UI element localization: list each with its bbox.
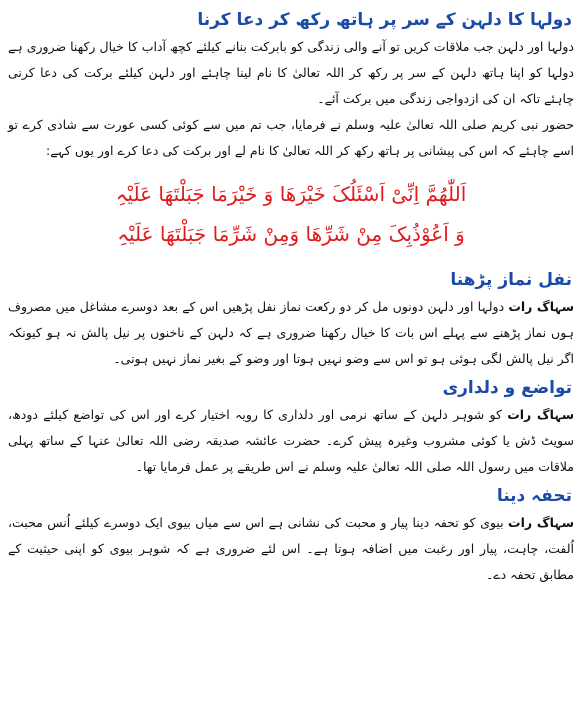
dua-block: [8, 174, 574, 254]
paragraph: دولہا اور دلہن جب ملاقات کریں تو آنے والی زندگی کو بابرکت بنانے کیلئے کچھ آداب کا خیال رکھنا ضروری ہے دولہا کو اپنا ہاتھ دلہن کے سر پر رکھ کر اللہ تعالیٰ کا نام لینا چاہئے اور دلہن کیلئے برکت کی دعا کرنی چاہئے تاکہ ان کی ازدواجی زندگی میں برکت آئے۔: [8, 39, 574, 106]
paragraph: [8, 294, 574, 372]
paragraph-text: بیوی کو تحفہ دینا پیار و محبت کی نشانی ہے اس سے میاں بیوی ایک دوسرے کیلئے اُنس محبت، اُلفت، چاہت، پیار اور رغبت میں اضافہ ہوتا ہے۔ اس لئے ضروری ہے کہ شوہر بیوی کو اپنی حیثیت کے مطابق تحفہ دے۔: [8, 515, 574, 582]
paragraph: حضور نبی کریم صلی اللہ تعالیٰ علیہ وسلم نے فرمایا، جب تم میں سے کوئی کسی عورت سے شادی کرے تو اسے چاہئے کہ اس کی پیشانی پر ہاتھ رکھ کر اللہ تعالیٰ کا نام لے اور برکت کی دعا کرے اور یوں کہے:: [8, 117, 574, 158]
section-heading: دولہا کا دلہن کے سر پر ہاتھ رکھ کر دعا کرنا: [197, 10, 572, 30]
section-heading: نفل نماز پڑھنا: [450, 270, 572, 290]
paragraph-text: دولہا اور دلہن دونوں مل کر دو رکعت نماز نفل پڑھیں اس کے بعد دوسرے مشاغل میں مصروف ہوں نماز پڑھنے سے پہلے اس بات کا خیال رکھنا ضروری ہے کہ دلہن کے ناخنوں پر نیل پالش نہ ہو کیونکہ اگر نیل پالش لگی ہوئی ہو تو اس سے وضو نہیں ہوتا اور وضو کے بغیر نماز نہیں ہوتی۔: [8, 299, 574, 366]
section-heading: تواضع و دلداری: [442, 378, 572, 398]
section-groom-prayer: [8, 6, 574, 254]
dua-line: وَ اَعُوْذُبِکَ مِنْ شَرِّھَا وَمِنْ شَرِّمَا جَبَلْتَھَا عَلَیْہِ: [117, 222, 465, 246]
paragraph-text: کو شوہر دلہن کے ساتھ نرمی اور دلداری کا رویہ اختیار کرے اور اس کی تواضع کیلئے دودھ، سویٹ ڈش یا کوئی مشروب وغیرہ پیش کرے۔ حضرت عائشہ صدیقہ رضی اللہ تعالیٰ عنہا کے ساتھ پہلی ملاقات میں رسول اللہ صلی اللہ تعالیٰ علیہ وسلم نے اس طریقے پر عمل فرمایا تھا۔: [8, 407, 574, 474]
section-heading: تحفہ دینا: [496, 486, 572, 506]
lead-phrase: سہاگ رات: [507, 407, 574, 422]
lead-phrase: سہاگ رات: [508, 299, 575, 314]
paragraph: [8, 510, 574, 588]
paragraph: [8, 402, 574, 480]
section-hospitality: [8, 374, 574, 480]
section-gift: [8, 482, 574, 588]
section-nafl-prayer: [8, 266, 574, 372]
lead-phrase: سہاگ رات: [508, 515, 574, 530]
dua-line: اَللّٰھُمَّ اِنِّیْ اَسْئَلُکَ خَیْرَھَا وَ خَیْرَمَا جَبَلْتَھَا عَلَیْہِ: [115, 182, 467, 206]
